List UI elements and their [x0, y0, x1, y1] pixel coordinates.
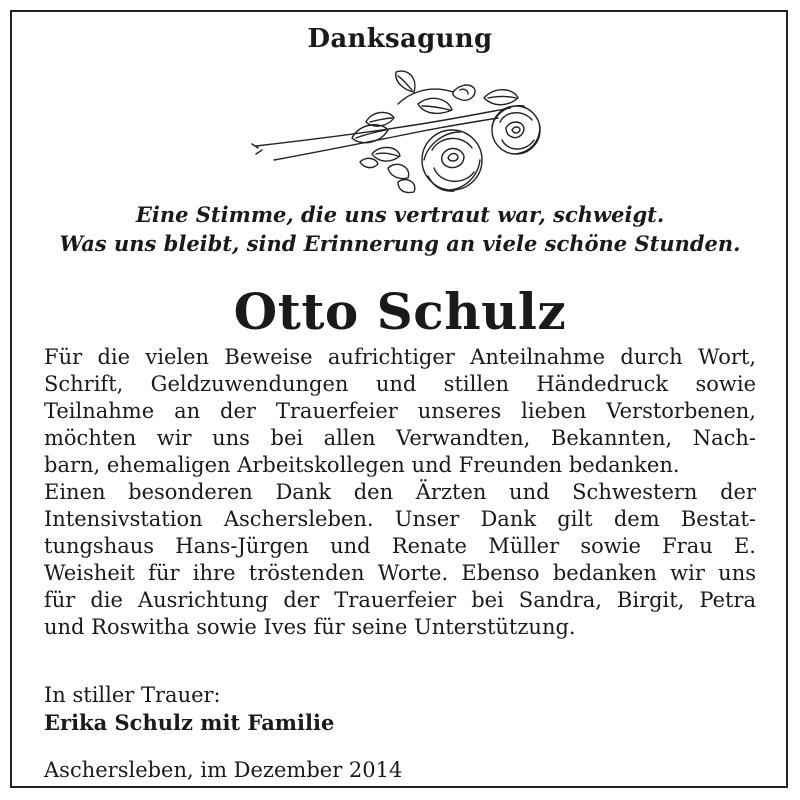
signature-block — [44, 681, 334, 737]
roses-illustration-icon — [248, 64, 558, 199]
paragraph-line: Schrift, Geldzuwendungen und stillen Händedruck sowie — [44, 372, 756, 396]
motto — [0, 200, 800, 258]
paragraph-line: Einen besonderen Dank den Ärzten und Schwestern der — [44, 480, 756, 504]
family-name: Erika Schulz mit Familie — [44, 710, 335, 735]
paragraph-line: Für die vielen Beweise aufrichtiger Anteilnahme durch Wort, — [44, 345, 756, 369]
paragraph-line: Weisheit für ihre tröstenden Worte. Ebenso bedanken wir uns — [44, 561, 756, 585]
notice-heading: Danksagung — [307, 24, 493, 54]
place-date: Aschersleben, im Dezember 2014 — [44, 758, 403, 782]
paragraph-line: möchten wir uns bei allen Verwandten, Bekannten, Nach- — [44, 426, 756, 450]
motto-line: Was uns bleibt, sind Erinnerung an viele schöne Stunden. — [59, 231, 741, 256]
thanks-paragraph — [44, 344, 756, 641]
motto-line: Eine Stimme, die uns vertraut war, schweigt. — [135, 202, 665, 227]
paragraph-line: Intensivstation Aschersleben. Unser Dank gilt dem Bestat- — [44, 507, 756, 531]
deceased-name: Otto Schulz — [233, 282, 567, 341]
paragraph-line: barn, ehemaligen Arbeitskollegen und Freunden bedanken. — [44, 453, 680, 477]
paragraph-line: tungshaus Hans-Jürgen und Renate Müller sowie Frau E. — [44, 534, 756, 558]
paragraph-line: für die Ausrichtung der Trauerfeier bei Sandra, Birgit, Petra — [44, 588, 756, 612]
paragraph-line: und Roswitha sowie Ives für seine Unterstützung. — [44, 615, 576, 639]
paragraph-line: Teilnahme an der Trauerfeier unseres lieben Verstorbenen, — [44, 399, 756, 423]
mourning-intro: In stiller Trauer: — [44, 683, 221, 707]
